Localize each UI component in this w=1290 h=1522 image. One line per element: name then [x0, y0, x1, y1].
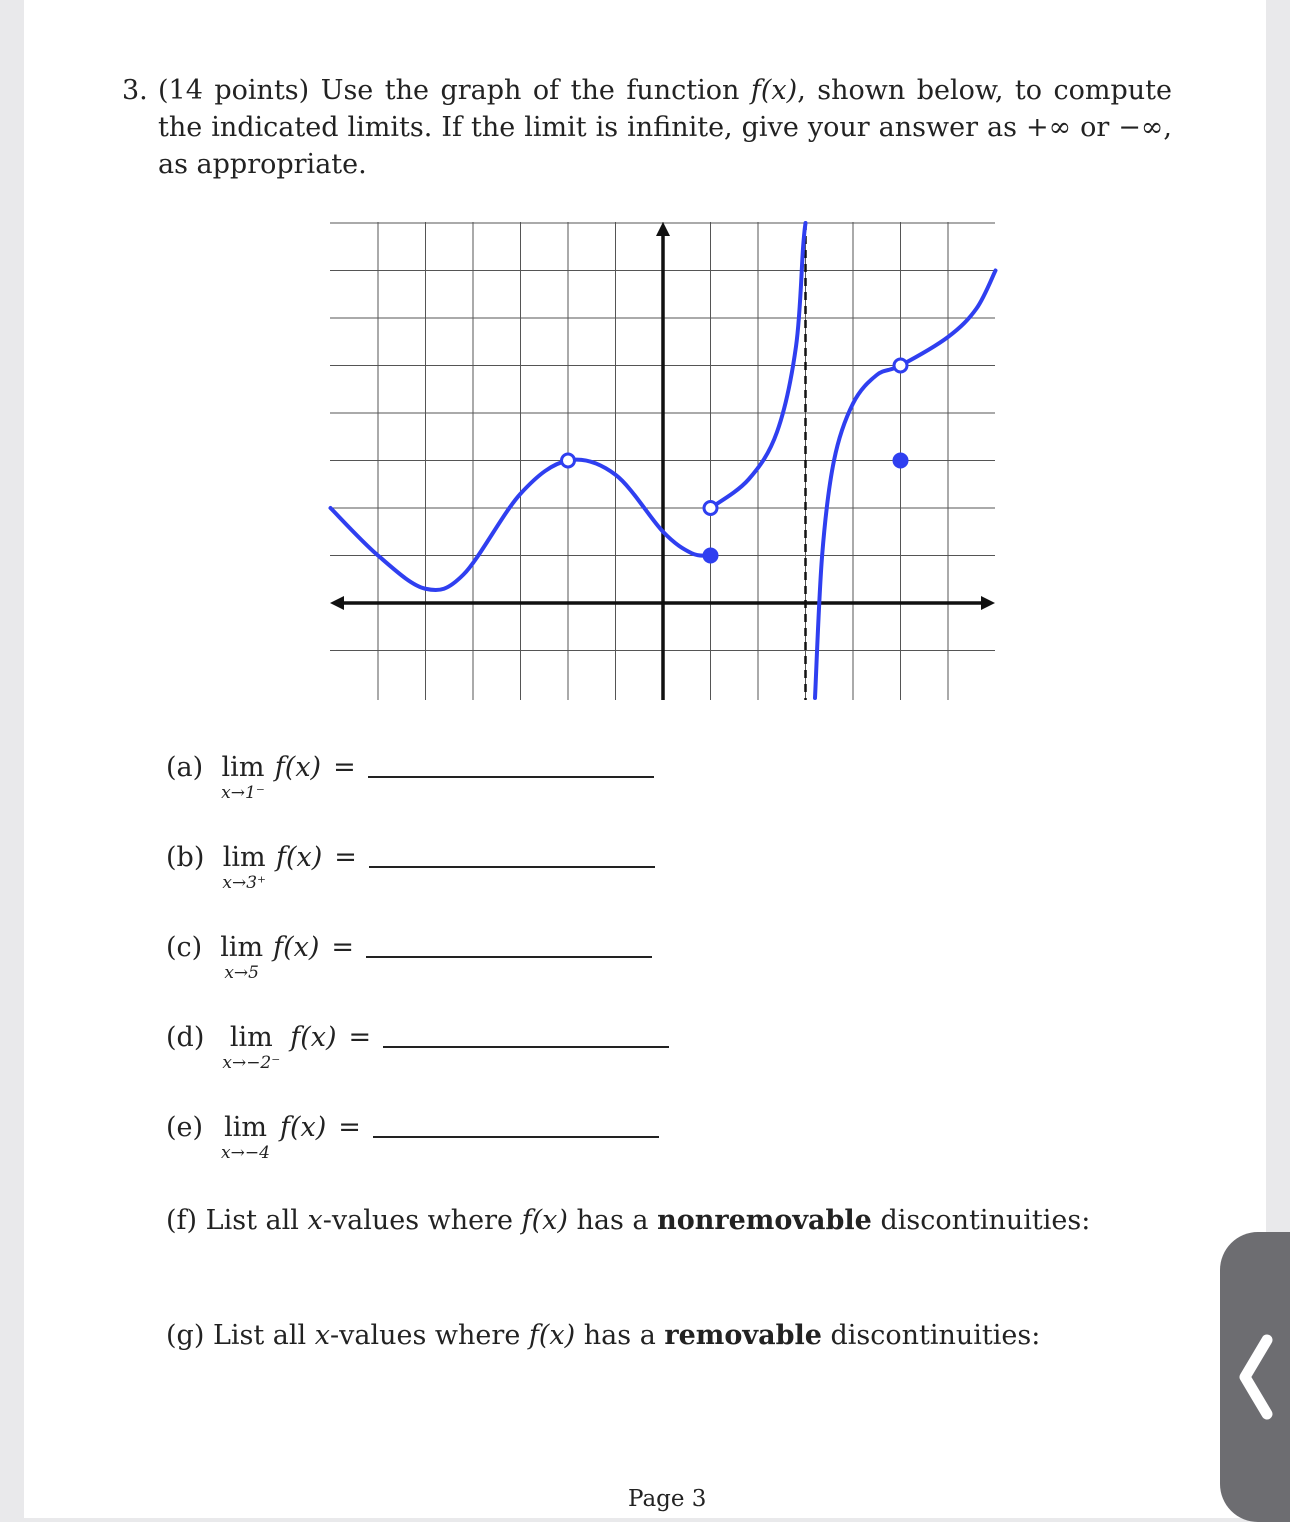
part-f-text1: List all [205, 1205, 299, 1236]
part-c [166, 932, 652, 982]
problem-statement [122, 72, 1172, 183]
closed-point [893, 453, 909, 469]
part-g-fx: f(x) [528, 1320, 576, 1351]
side-panel-tab[interactable] [1220, 1232, 1290, 1522]
lim-word: lim [222, 842, 266, 873]
part-g-text4: discontinuities: [830, 1320, 1041, 1351]
answer-blank-c[interactable] [366, 932, 652, 958]
part-d-limit [222, 1022, 280, 1072]
answer-blank-b[interactable] [369, 842, 655, 868]
equals-sign: = [333, 752, 356, 783]
lim-word: lim [224, 1112, 267, 1143]
answer-blank-d[interactable] [383, 1022, 669, 1048]
equals-sign: = [334, 842, 357, 873]
equals-sign: = [331, 932, 354, 963]
part-c-fx [273, 932, 319, 964]
lim-word: lim [220, 932, 264, 963]
problem-number: 3. [122, 75, 148, 106]
part-b-fx [276, 842, 322, 874]
problem-fx: f(x) [750, 75, 798, 106]
curve-right-piece [815, 271, 996, 699]
part-c-label: (c) [166, 932, 203, 963]
open-point [562, 454, 575, 467]
closed-point [703, 548, 719, 564]
lim-subscript: x→3⁺ [222, 873, 266, 893]
equals-sign: = [338, 1112, 361, 1143]
part-e-label: (e) [166, 1112, 204, 1143]
part-f-text3: has a [576, 1205, 649, 1236]
part-c-limit [220, 932, 263, 982]
equals-sign: = [348, 1022, 372, 1053]
part-f [166, 1204, 1090, 1238]
fx-text: f(x) [273, 932, 320, 963]
part-b-limit [222, 842, 266, 892]
part-f-text2: -values where [322, 1205, 513, 1236]
lim-word: lim [229, 1022, 273, 1053]
y-axis-arrow [656, 222, 670, 236]
part-f-fx: f(x) [521, 1205, 568, 1236]
part-e-limit [221, 1112, 270, 1162]
part-f-xvar: x [307, 1205, 323, 1236]
answer-blank-a[interactable] [368, 752, 654, 778]
part-f-label: (f) [166, 1205, 198, 1236]
fx-text: f(x) [275, 842, 323, 873]
part-e-fx [280, 1112, 326, 1144]
answer-blank-e[interactable] [373, 1112, 659, 1138]
part-g-bold: removable [664, 1320, 822, 1351]
part-b [166, 842, 655, 892]
problem-points: (14 points) [158, 75, 310, 106]
part-g [166, 1319, 1040, 1353]
part-f-bold: nonremovable [657, 1205, 872, 1236]
part-a [166, 752, 654, 802]
part-b-label: (b) [166, 842, 205, 873]
x-axis-right-arrow [981, 596, 995, 610]
part-e [166, 1112, 659, 1162]
lim-subscript: x→5 [224, 963, 259, 983]
part-g-xvar: x [314, 1320, 331, 1351]
function-graph [300, 212, 1000, 712]
open-point [894, 359, 907, 372]
problem-text-1: Use the graph of the function [320, 75, 740, 106]
fx-text: f(x) [279, 1112, 327, 1143]
part-a-label: (a) [166, 752, 204, 783]
part-g-text2: -values where [330, 1320, 521, 1351]
graph-svg [300, 212, 1000, 712]
part-d-label: (d) [166, 1022, 205, 1053]
lim-subscript: x→1⁻ [221, 783, 265, 803]
graph-points [562, 359, 909, 564]
part-d [166, 1022, 669, 1072]
chevron-left-icon [1235, 1332, 1275, 1422]
problem-text-2: , shown below, to compute the indicated limits. If the limit is infinite, give your answer as +∞ or −∞, as appropriate. [158, 75, 1172, 180]
part-g-text3: has a [583, 1320, 656, 1351]
part-g-label: (g) [166, 1320, 205, 1351]
lim-word: lim [221, 752, 265, 783]
fx-text: f(x) [290, 1022, 337, 1053]
open-point [704, 502, 717, 515]
part-d-fx [290, 1022, 336, 1054]
x-axis-left-arrow [330, 596, 344, 610]
part-a-fx [275, 752, 321, 784]
page-number: Page 3 [628, 1486, 707, 1512]
fx-text: f(x) [274, 752, 322, 783]
lim-subscript: x→−2⁻ [222, 1053, 281, 1073]
part-a-limit [221, 752, 265, 802]
part-f-text4: discontinuities: [880, 1205, 1091, 1236]
lim-subscript: x→−4 [221, 1143, 270, 1163]
part-g-text1: List all [212, 1320, 307, 1351]
